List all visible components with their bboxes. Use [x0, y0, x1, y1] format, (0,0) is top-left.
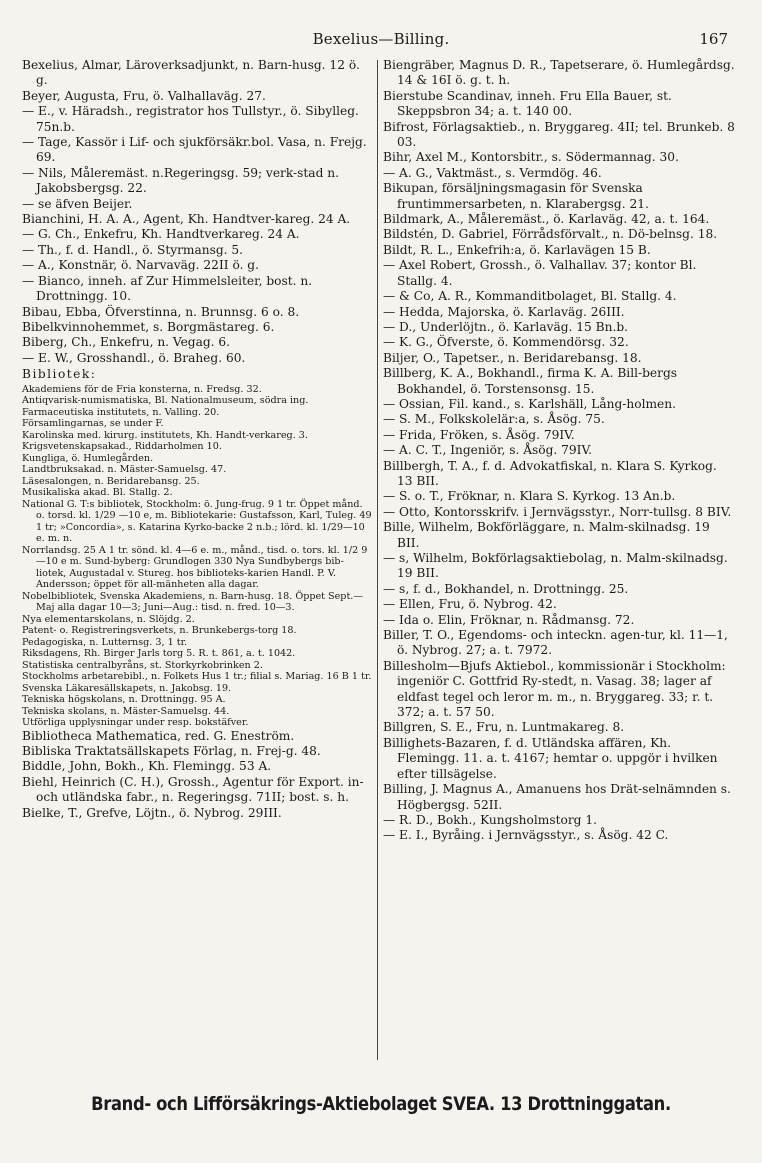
directory-entry: — Nils, Måleremäst. n.Regeringsg. 59; verk-stad n. Jakobsbergsg. 22. [22, 165, 339, 196]
directory-entry: Patent- o. Registreringsverkets, n. Brunkebergs-torg 18. [22, 625, 297, 637]
directory-entry: Farmaceutiska institutets, n. Valling. 20. [22, 406, 220, 418]
directory-entry: Nobelbibliotek, Svenska Akademiens, n. Barn-husg. 18. Öppet Sept.—Maj alla dagar 10—3; Juni—Aug.: tisd. n. fred. 10—3. [22, 590, 363, 614]
directory-entry: — A., Konstnär, ö. Narvaväg. 22II ö. g. [22, 258, 259, 273]
directory-entry: Landtbruksakad. n. Mäster-Samuelsg. 47. [22, 464, 227, 476]
directory-entry: Bikupan, försäljningsmagasin för Svenska fruntimmersarbeten, n. Klarabergsg. 21. [383, 181, 649, 211]
directory-entry: Biljer, O., Tapetser., n. Beridarebansg. 18. [383, 350, 642, 365]
directory-entry: — s, f. d., Bokhandel, n. Drottningg. 25. [383, 581, 629, 596]
directory-entry: Billighets-Bazaren, f. d. Utländska affären, Kh. Flemingg. 11. a. t. 4167; hemtar o. uppgör i hvilken efter tillsägelse. [383, 735, 718, 781]
directory-entry: Norrlandsg. 25 A 1 tr. sönd. kl. 4—6 e. m., månd., tisd. o. tors. kl. 1/2 9—10 e m. Sund-byberg: Grundlogen 330 Nya Sundbybergs bib-liotek, Augustadal v. Stureg. hos biblioteks-karien Handl. P. V. Andersson; öppet för all-mänheten alla dagar. [22, 544, 368, 591]
directory-entry: — Ellen, Fru, ö. Nybrog. 42. [383, 597, 557, 612]
directory-entry: Utförliga upplysningar under resp. bokstäfver. [22, 717, 249, 729]
directory-entry: Biberg, Ch., Enkefru, n. Vegag. 6. [22, 335, 231, 350]
directory-entry: Akademiens för de Fria konsterna, n. Fredsg. 32. [22, 383, 262, 395]
directory-entry: — & Co, A. R., Kommanditbolaget, Bl. Stallg. 4. [383, 289, 677, 304]
directory-entry: Svenska Läkaresällskapets, n. Jakobsg. 19. [22, 682, 232, 694]
directory-entry: Bibelkvinnohemmet, s. Borgmästareg. 6. [22, 319, 275, 334]
directory-entry: Bibliotheca Mathematica, red. G. Eneström. [22, 728, 295, 743]
directory-entry: Kungliga, ö. Humlegården. [22, 452, 154, 464]
directory-entry: Bifrost, Förlagsaktieb., n. Bryggareg. 4II; tel. Brunkeb. 8 03. [383, 119, 735, 150]
section-heading: Bibliotek: [22, 367, 97, 382]
directory-entry: Tekniska högskolans, n. Drottningg. 95 A. [22, 694, 226, 706]
directory-entry: — Bianco, inneh. af Zur Himmelsleiter, bost. n. Drottningg. 10. [22, 273, 313, 304]
page-number: 167 [699, 30, 728, 48]
directory-entry: — Th., f. d. Handl., ö. Styrmansg. 5. [22, 242, 244, 257]
directory-entry: Biddle, John, Bokh., Kh. Flemingg. 53 A. [22, 759, 272, 774]
left-column [22, 58, 374, 821]
directory-entry: — Otto, Kontorsskrifv. i Jernvägsstyr., Norr-tullsg. 8 BIV. [383, 504, 732, 519]
page-header [0, 30, 762, 52]
footer-advertisement: Brand- och Lifförsäkrings-Aktiebolaget SVEA. 13 Drottninggatan. [91, 1093, 671, 1115]
directory-entry: Krigsvetenskapsakad., Riddarholmen 10. [22, 441, 222, 453]
directory-entry: Bibliska Traktatsällskapets Förlag, n. Frej-g. 48. [22, 743, 321, 758]
directory-entry: Statistiska centralbyråns, st. Storkyrkobrinken 2. [22, 659, 263, 671]
directory-entry: Bildt, R. L., Enkefrih:a, ö. Karlavägen 15 B. [383, 242, 651, 257]
directory-entry: — A. G., Vaktmäst., s. Vermdög. 46. [383, 165, 602, 180]
directory-entry: Beyer, Augusta, Fru, ö. Valhallaväg. 27. [22, 88, 266, 103]
directory-entry: — D., Underlöjtn., ö. Karlaväg. 15 Bn.b. [383, 319, 629, 334]
directory-entry: Billbergh, T. A., f. d. Advokatfiskal, n. Klara S. Kyrkog. 13 BII. [383, 458, 717, 488]
directory-entry: Riksdagens, Rh. Birger Jarls torg 5. R. t. 861, a. t. 1042. [22, 648, 296, 660]
directory-entry: — E. W., Grosshandl., ö. Braheg. 60. [22, 350, 246, 365]
directory-entry: — Ossian, Fil. kand., s. Karlshäll, Lång-holmen. [383, 396, 676, 411]
directory-entry: Billing, J. Magnus A., Amanuens hos Drät-selnämnden s. Högbergsg. 52II. [383, 782, 731, 812]
directory-entry: — S. M., Folkskolelär:a, s. Åsög. 75. [383, 412, 605, 427]
directory-entry: — Hedda, Majorska, ö. Karlaväg. 26III. [383, 304, 625, 319]
directory-entry: Biehl, Heinrich (C. H.), Grossh., Agentur för Export. in- och utländska fabr., n. Regeringsg. 71II; bost. s. h. [22, 774, 364, 805]
column-divider [377, 60, 378, 1060]
directory-entry: — E., v. Häradsh., registrator hos Tullstyr., ö. Sibylleg. 75n.b. [22, 104, 359, 134]
directory-entry: Församlingarnas, se under F. [22, 418, 164, 430]
directory-entry: Bierstube Scandinav, inneh. Fru Ella Bauer, st. Skeppsbron 34; a. t. 140 00. [383, 88, 672, 119]
directory-entry: Bibau, Ebba, Öfverstinna, n. Brunnsg. 6 o. 8. [22, 304, 300, 319]
directory-entry: Biengräber, Magnus D. R., Tapetserare, ö. Humlegårdsg. 14 & 16I ö. g. t. h. [383, 58, 735, 88]
directory-entry: Pedagogiska, n. Lutternsg. 3, 1 tr. [22, 636, 188, 648]
directory-entry: — s, Wilhelm, Bokförlagsaktiebolag, n. Malm-skilnadsg. 19 BII. [383, 551, 728, 581]
directory-entry: Bexelius, Almar, Läroverksadjunkt, n. Barn-husg. 12 ö. g. [22, 58, 360, 88]
directory-entry: — se äfven Beijer. [22, 196, 133, 211]
directory-entry: Bildmark, A., Måleremäst., ö. Karlaväg. 42, a. t. 164. [383, 212, 710, 227]
directory-entry: Billberg, K. A., Bokhandl., firma K. A. Bill-bergs Bokhandel, ö. Torstensonsg. 15. [383, 366, 677, 396]
directory-entry: Antiqvarisk-numismatiska, Bl. Nationalmuseum, södra ing. [22, 395, 309, 407]
directory-entry: Bianchini, H. A. A., Agent, Kh. Handtver-kareg. 24 A. [22, 212, 351, 227]
directory-entry: — Frida, Fröken, s. Åsög. 79IV. [383, 427, 575, 442]
directory-entry: — R. D., Bokh., Kungsholmstorg 1. [383, 812, 597, 827]
directory-entry: Billesholm—Bjufs Aktiebol., kommissionär i Stockholm: ingeniör C. Gottfrid Ry-stedt, n. Vasag. 38; lager af eldfast tegel och leror m. m., n. Bryggareg. 33; r. t. 372; a. t. 57 50. [383, 658, 726, 720]
directory-entry: National G. T:s bibliotek, Stockholm: ö. Jung-frug. 9 1 tr. Öppet månd. o. torsd. kl. 1/29 —10 e, m. Bibliotekarie: Gustafsson, Karl, Tuleg. 49 1 tr; »Concordia», s. Katarina Kyrko-backe 2 n.b.; lörd. kl. 1/29—10 e. m. n. [22, 498, 372, 545]
directory-entry: — Axel Robert, Grossh., ö. Valhallav. 37; kontor Bl. Stallg. 4. [383, 258, 697, 288]
directory-entry: Läsesalongen, n. Beridarebansg. 25. [22, 475, 200, 487]
directory-entry: Tekniska skolans, n. Mäster-Samuelsg. 44. [22, 705, 230, 717]
directory-entry: Bielke, T., Grefve, Löjtn., ö. Nybrog. 29III. [22, 805, 282, 820]
directory-entry: — K. G., Öfverste, ö. Kommendörsg. 32. [383, 335, 629, 350]
directory-entry: — A. C. T., Ingeniör, s. Åsög. 79IV. [383, 443, 593, 458]
directory-entry: — Ida o. Elin, Fröknar, n. Rådmansg. 72. [383, 612, 635, 627]
directory-entry: Billgren, S. E., Fru, n. Luntmakareg. 8. [383, 720, 625, 735]
right-column [383, 58, 735, 844]
directory-entry: Musikaliska akad. Bl. Stallg. 2. [22, 487, 173, 499]
directory-entry: — G. Ch., Enkefru, Kh. Handtverkareg. 24 A. [22, 227, 300, 242]
directory-entry: Nya elementarskolans, n. Slöjdg. 2. [22, 613, 195, 625]
directory-entry: Biller, T. O., Egendoms- och inteckn. agen-tur, kl. 11—1, ö. Nybrog. 27; a. t. 7972. [383, 628, 728, 658]
directory-entry: — Tage, Kassör i Lif- och sjukförsäkr.bol. Vasa, n. Frejg. 69. [22, 135, 367, 165]
directory-entry: Bihr, Axel M., Kontorsbitr., s. Södermannag. 30. [383, 150, 679, 165]
directory-entry: Bildstén, D. Gabriel, Förrådsförvalt., n. Dö-belnsg. 18. [383, 227, 718, 242]
directory-entry: — E. I., Byråing. i Jernvägsstyr., s. Åsög. 42 C. [383, 828, 669, 843]
directory-entry: Karolinska med. kirurg. institutets, Kh. Handt-verkareg. 3. [22, 429, 308, 441]
directory-entry: — S. o. T., Fröknar, n. Klara S. Kyrkog. 13 An.b. [383, 489, 676, 504]
directory-entry: Bille, Wilhelm, Bokförläggare, n. Malm-skilnadsg. 19 BII. [383, 520, 710, 550]
running-title: Bexelius—Billing. [312, 30, 450, 48]
directory-entry: Stockholms arbetarebibl., n. Folkets Hus 1 tr.; filial s. Mariag. 16 B 1 tr. [22, 671, 372, 683]
